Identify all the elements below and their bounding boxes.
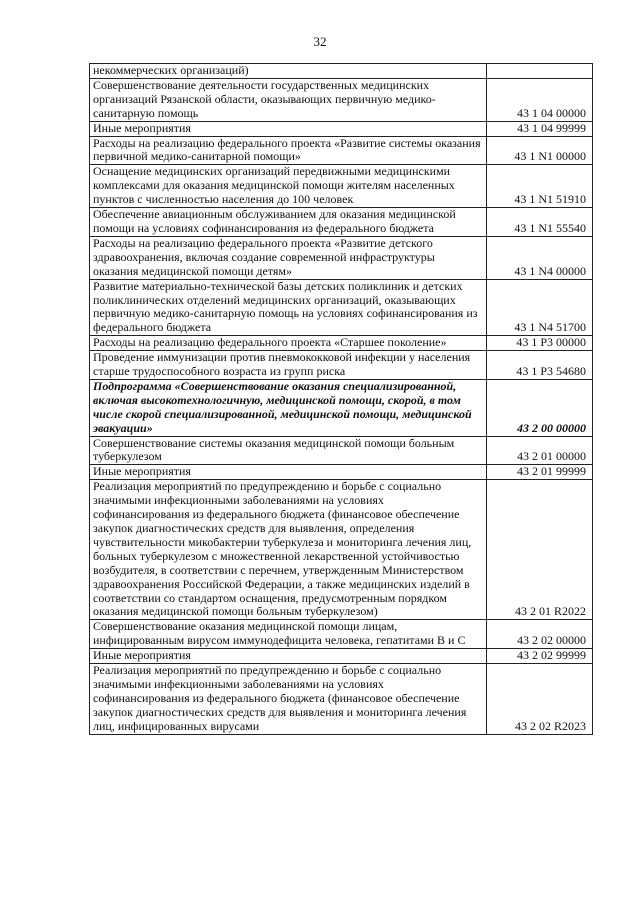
table-row: [90, 208, 593, 237]
table-row: [90, 64, 593, 79]
table-row: [90, 336, 593, 351]
row-name: Обеспечение авиационным обслуживанием для оказания медицинской помощи на условиях софинансирования из федерального бюджета: [90, 208, 487, 237]
table-body: [90, 64, 593, 735]
subprogram-name: Подпрограмма «Совершенствование оказания специализированной, включая высокотехнологичную, медицинской помощи, скорой, в том числе скорой специализированной, медицинской помощи, медицинской эвакуации»: [90, 379, 487, 436]
subprogram-code: 43 2 00 00000: [487, 379, 593, 436]
table-row: [90, 480, 593, 620]
row-code: 43 1 N1 51910: [487, 165, 593, 208]
row-name: Реализация мероприятий по предупреждению и борьбе с социально значимыми инфекционными заболеваниями на условиях софинансирования из федерального бюджета (финансовое обеспечение закупок диагностических средств для выявления и мониторинга лечения лиц, инфицированных вирусами: [90, 664, 487, 735]
row-code: [487, 64, 593, 79]
row-code: 43 1 N4 51700: [487, 279, 593, 336]
row-name: Совершенствование системы оказания медицинской помощи больным туберкулезом: [90, 436, 487, 465]
table-row: [90, 279, 593, 336]
row-name: Развитие материально-технической базы детских поликлиник и детских поликлинических отделений медицинских организаций, оказывающих первичную медико-санитарную помощь на условиях софинансирования из федерального бюджета: [90, 279, 487, 336]
row-code: 43 1 P3 54680: [487, 351, 593, 380]
row-name: Иные мероприятия: [90, 465, 487, 480]
row-name: Оснащение медицинских организаций передвижными медицинскими комплексами для оказания медицинской помощи жителям населенных пунктов с численностью населения до 100 человек: [90, 165, 487, 208]
row-name: Расходы на реализацию федерального проекта «Старшее поколение»: [90, 336, 487, 351]
page-number: 32: [313, 34, 327, 49]
row-name: Реализация мероприятий по предупреждению и борьбе с социально значимыми инфекционными заболеваниями на условиях софинансирования из федерального бюджета (финансовое обеспечение закупок диагностических средств для выявления, определения чувствительности микобактерии туберкулеза и мониторинга лечения лиц, больных туберкулезом с множественной лекарственной устойчивостью возбудителя, в соответствии с перечнем, утвержденным Министерством здравоохранения Российской Федерации, а также медицинских изделий в соответствии со стандартом оснащения, предусмотренным порядком оказания медицинской помощи больным туберкулезом): [90, 480, 487, 620]
subprogram-row: [90, 379, 593, 436]
row-name: Проведение иммунизации против пневмококковой инфекции у населения старше трудоспособного возраста из групп риска: [90, 351, 487, 380]
table-row: [90, 351, 593, 380]
row-code: 43 2 01 R2022: [487, 480, 593, 620]
row-name: Иные мероприятия: [90, 121, 487, 136]
table-row: [90, 649, 593, 664]
row-name: некоммерческих организаций): [90, 64, 487, 79]
row-code: 43 1 N4 00000: [487, 236, 593, 279]
row-code: 43 2 01 99999: [487, 465, 593, 480]
table-row: [90, 136, 593, 165]
row-name: Совершенствование оказания медицинской помощи лицам, инфицированным вирусом иммунодефицита человека, гепатитами В и С: [90, 620, 487, 649]
row-code: 43 2 02 R2023: [487, 664, 593, 735]
table-row: [90, 664, 593, 735]
table-row: [90, 236, 593, 279]
row-code: 43 1 P3 00000: [487, 336, 593, 351]
table-row: [90, 78, 593, 121]
table-row: [90, 121, 593, 136]
row-name: Расходы на реализацию федерального проекта «Развитие системы оказания первичной медико-санитарной помощи»: [90, 136, 487, 165]
table-row: [90, 465, 593, 480]
row-code: 43 1 N1 00000: [487, 136, 593, 165]
budget-classification-table: [89, 63, 593, 735]
row-code: 43 2 01 00000: [487, 436, 593, 465]
table-row: [90, 620, 593, 649]
row-name: Расходы на реализацию федерального проекта «Развитие детского здравоохранения, включая создание современной инфраструктуры оказания медицинской помощи детям»: [90, 236, 487, 279]
row-name: Совершенствование деятельности государственных медицинских организаций Рязанской области, оказывающих первичную медико-санитарную помощь: [90, 78, 487, 121]
row-code: 43 1 04 00000: [487, 78, 593, 121]
row-code: 43 2 02 00000: [487, 620, 593, 649]
row-code: 43 2 02 99999: [487, 649, 593, 664]
table-row: [90, 436, 593, 465]
row-code: 43 1 04 99999: [487, 121, 593, 136]
table-row: [90, 165, 593, 208]
row-code: 43 1 N1 55540: [487, 208, 593, 237]
row-name: Иные мероприятия: [90, 649, 487, 664]
